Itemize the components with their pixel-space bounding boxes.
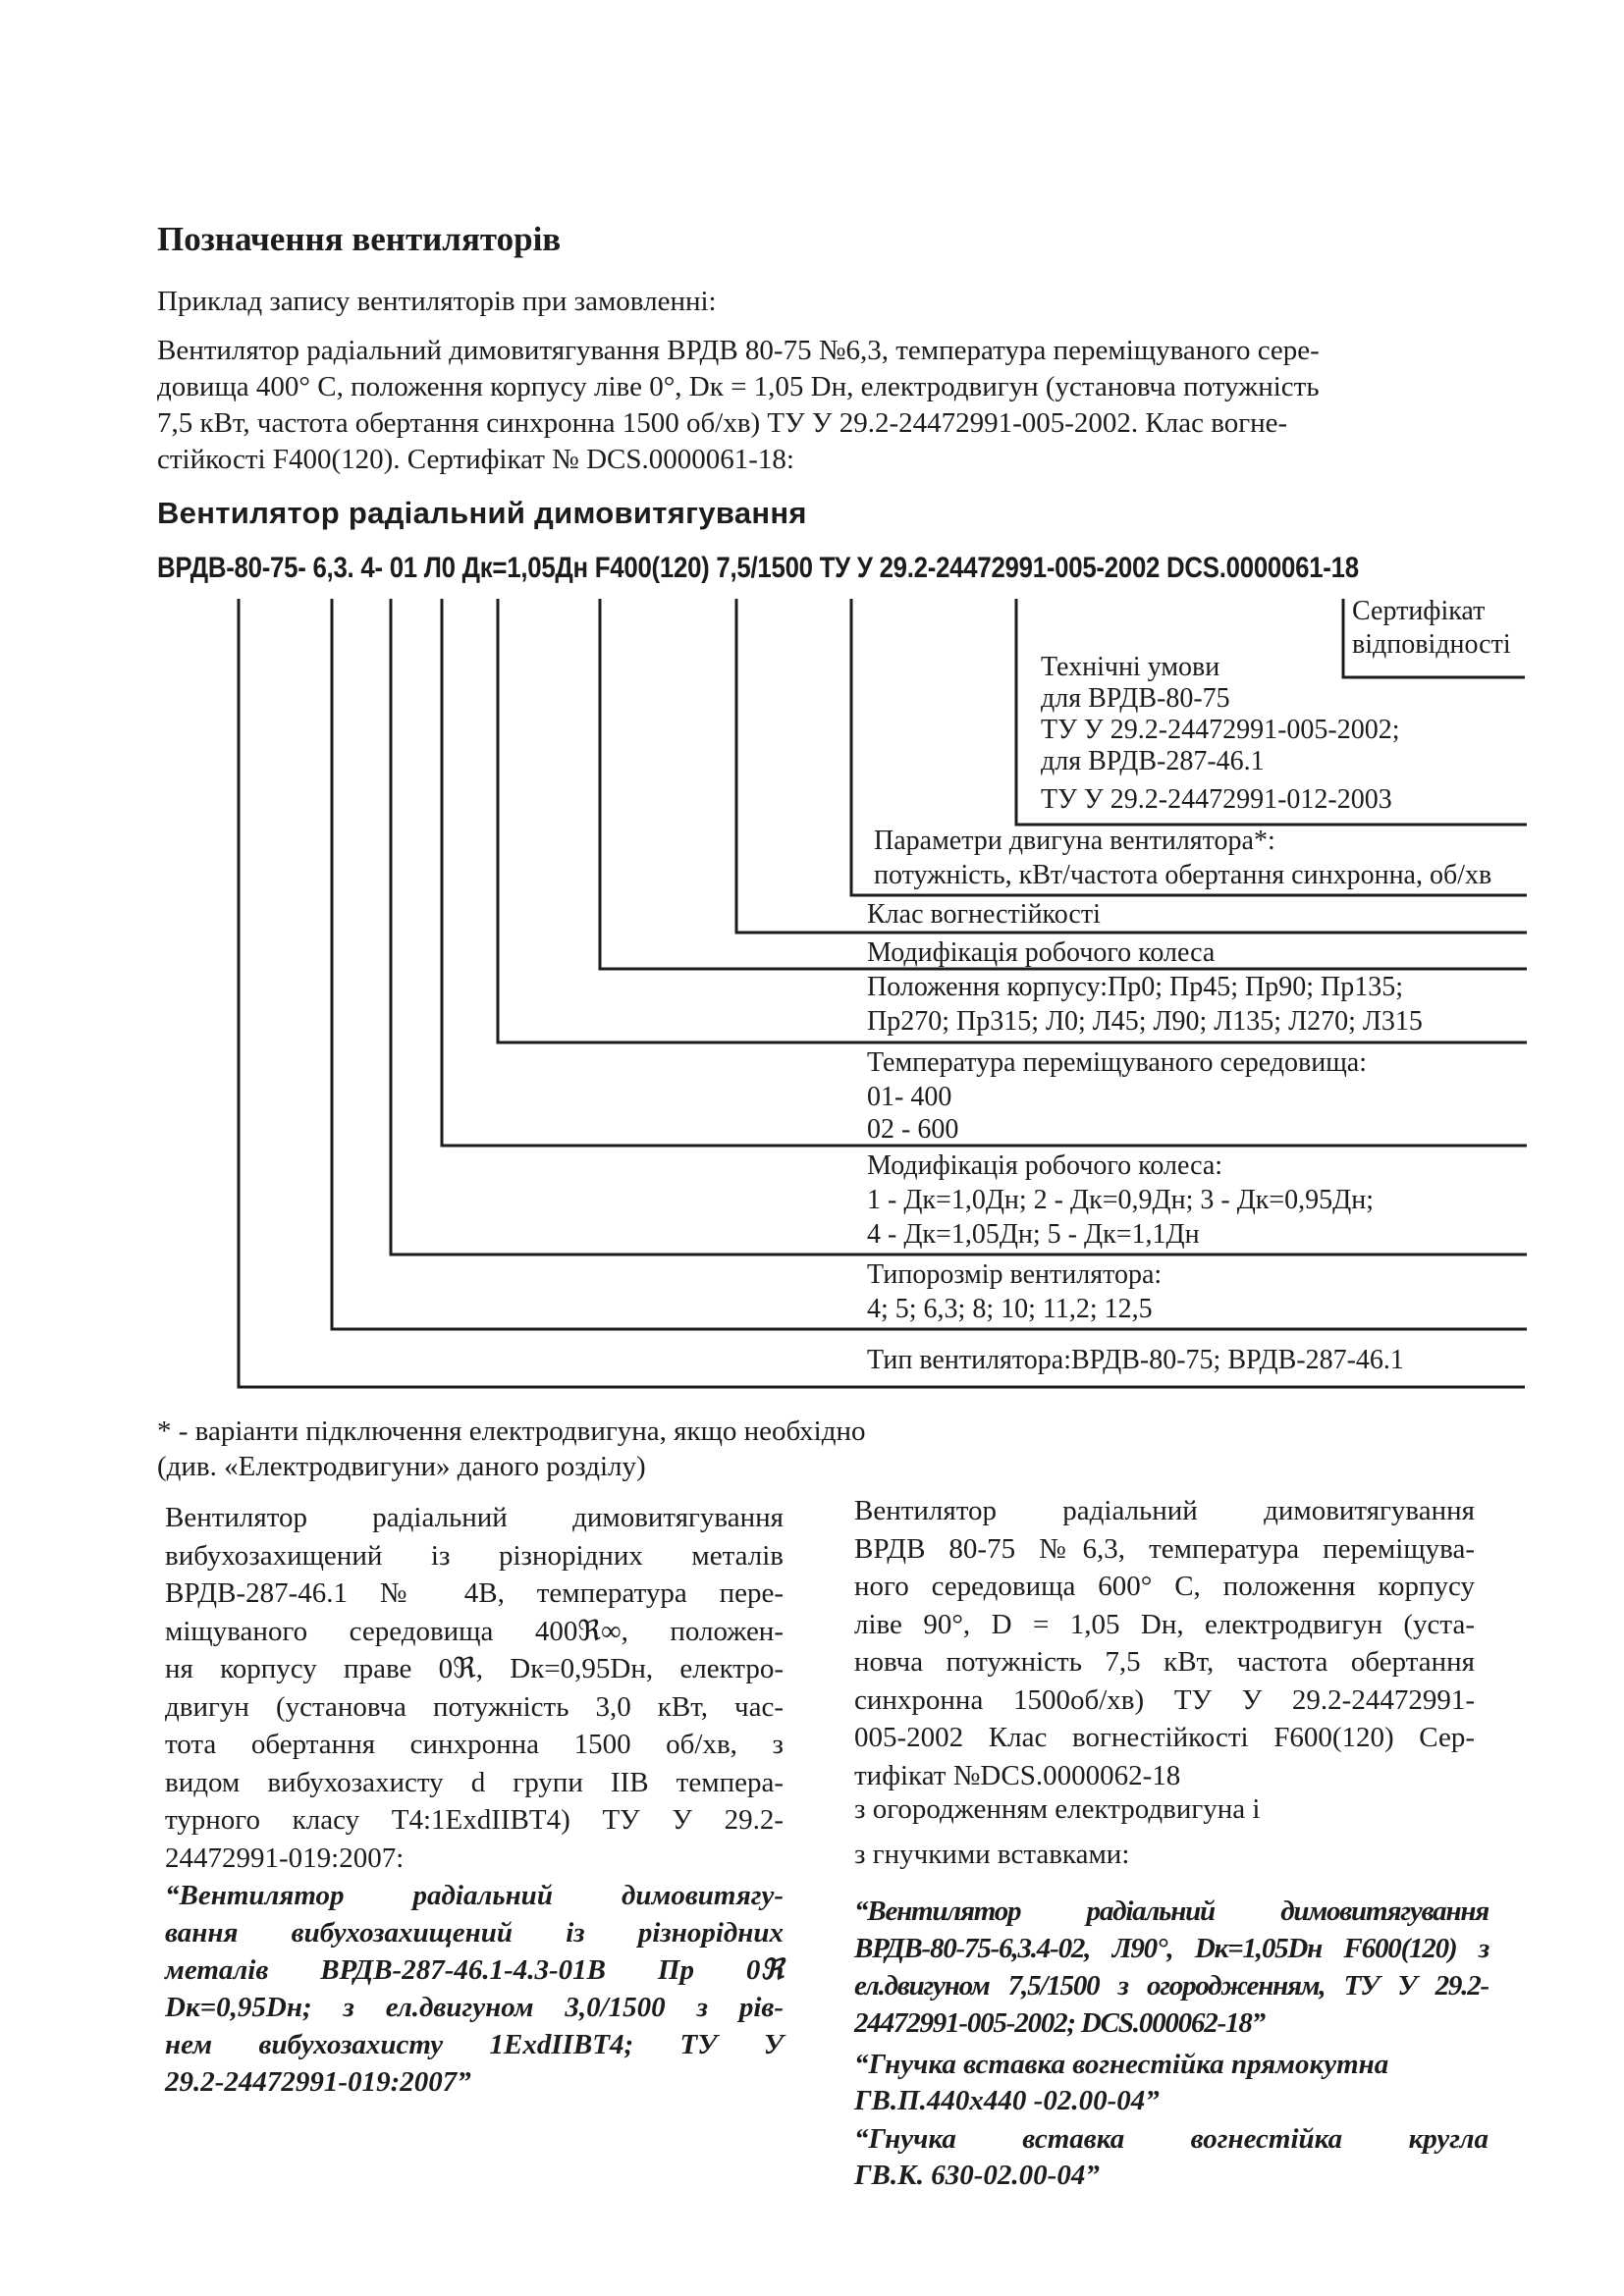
label-certificate-1: Сертифікат (1352, 596, 1486, 626)
label-motor-2: потужність, кВт/частота обертання синхронна, об/хв (874, 860, 1492, 890)
left-order-line: вання вибухозахищений із різнорідних (165, 1917, 784, 1949)
insert-rect-line: ГВ.П.440х440 -02.00-04” (854, 2085, 1160, 2116)
right-text-line: ліве 90°, D = 1,05 Dн, електродвигун (уста- (854, 1608, 1475, 1640)
right-text-line: новча потужність 7,5 кВт, частота обертання (854, 1646, 1475, 1678)
insert-round-text (854, 2121, 1489, 2194)
label-wheel-mod-dk: Модифікація робочого колеса (867, 937, 1216, 968)
label-tech-3: ТУ У 29.2-24472991-005-2002; (1041, 715, 1400, 745)
label-wheel-3: 4 - Дк=1,05Дн; 5 - Дк=1,1Дн (867, 1219, 1200, 1250)
intro-line-3: 7,5 кВт, частота обертання синхронна 1500 об/хв) ТУ У 29.2-24472991-005-2002. Клас вогне- (157, 407, 1288, 439)
left-text-line: тота обертання синхронна 1500 об/хв, з (165, 1729, 784, 1760)
right-text-line: синхронна 1500об/хв) ТУ У 29.2-24472991- (854, 1683, 1475, 1716)
label-temp-2: 01- 400 (867, 1082, 952, 1112)
left-text-line: 24472991-019:2007: (165, 1842, 405, 1874)
left-order-text (165, 1877, 784, 2101)
left-text-line: вибухозахищений із різнорідних металів (165, 1539, 784, 1572)
left-text-line: ня корпусу праве 0ℜ, Dк=0,95Dн, електро- (165, 1653, 784, 1684)
left-order-line: металів ВРДВ-287-46.1-4.3-01В Пр 0ℜ (165, 1954, 784, 1986)
label-wheel-1: Модифікація робочого колеса: (867, 1150, 1223, 1181)
label-tech-2: для ВРДВ-80-75 (1041, 683, 1230, 714)
label-tech-5: ТУ У 29.2-24472991-012-2003 (1041, 784, 1392, 815)
left-text-line: двигун (установча потужність 3,0 кВт, час- (165, 1690, 784, 1723)
footnote-line-2: (див. «Електродвигуни» даного розділу) (157, 1451, 646, 1482)
right-text-line: ВРДВ 80-75 №6,3, температура переміщува- (854, 1532, 1475, 1565)
label-temp-3: 02 - 600 (867, 1114, 959, 1145)
label-temp-1: Температура переміщуваного середовища: (867, 1047, 1368, 1078)
label-size-2: 4; 5; 6,3; 8; 10; 11,2; 12,5 (867, 1294, 1153, 1324)
intro-line-4: стійкості F400(120). Сертифікат № DCS.0000061-18: (157, 444, 794, 475)
right-order-text (854, 1893, 1489, 2042)
intro-label: Приклад запису вентиляторів при замовленні: (157, 286, 717, 317)
left-text-line: видом вибухозахисту d групи IIB темпера- (165, 1766, 784, 1798)
left-text-line: міщуваного середовища 400ℜ∞, положен- (165, 1615, 784, 1647)
right-text-line: ного середовища 600° С, положення корпусу (854, 1571, 1475, 1602)
left-text-line: Вентилятор радіальний димовитягування (165, 1502, 784, 1533)
left-order-line: 29.2-24472991-019:2007” (165, 2066, 471, 2098)
right-column (854, 1492, 1475, 1794)
intro-line-1: Вентилятор радіальний димовитягування ВРДВ 80-75 №6,3, температура переміщуваного сере- (157, 335, 1320, 366)
label-housing-1: Положення корпусу:Пр0; Пр45; Пр90; Пр135; (867, 972, 1404, 1002)
right-extra-line-1: з огородженням електродвигуна і (854, 1793, 1261, 1825)
label-size-1: Типорозмір вентилятора: (867, 1259, 1163, 1290)
right-text-line: Вентилятор радіальний димовитягування (854, 1495, 1475, 1526)
label-motor-1: Параметри двигуна вентилятора*: (874, 826, 1275, 856)
label-housing-2: Пр270; Пр315; Л0; Л45; Л90; Л135; Л270; Л315 (867, 1006, 1423, 1037)
designation-code: ВРДВ-80-75- 6,3. 4- 01 Л0 Дк=1,05Дн F400(120) 7,5/1500 ТУ У 29.2-24472991-005-2002 DCS.0000061-18 (157, 552, 1359, 584)
label-fire-class: Клас вогнестійкості (867, 899, 1101, 930)
right-order-line: 24472991-005-2002; DCS.000062-18” (854, 2007, 1265, 2039)
right-order-line: “Вентилятор радіальний димовитягування (854, 1896, 1489, 1927)
right-text-line: тифікат №DCS.0000062-18 (854, 1759, 1181, 1791)
left-order-line: “Вентилятор радіальний димовитягу- (165, 1880, 784, 1911)
left-text-line: ВРДВ-287-46.1 № 4В, температура пере- (165, 1577, 784, 1609)
label-wheel-2: 1 - Дк=1,0Дн; 2 - Дк=0,9Дн; 3 - Дк=0,95Дн; (867, 1185, 1375, 1215)
label-tech-4: для ВРДВ-287-46.1 (1041, 746, 1265, 776)
page-title: Позначення вентиляторів (157, 220, 562, 258)
label-certificate-2: відповідності (1352, 629, 1511, 660)
left-text-line: турного класу T4:1ExdIIBT4) ТУ У 29.2- (165, 1804, 784, 1836)
insert-rect-text (854, 2047, 1489, 2119)
right-order-line: ел.двигуном 7,5/1500 з огородженням, ТУ У 29.2- (854, 1970, 1489, 2002)
insert-round-line: ГВ.К. 630-02.00-04” (854, 2160, 1100, 2191)
right-extra-line-2: з гнучкими вставками: (854, 1839, 1130, 1870)
right-text-line: 005-2002 Клас вогнестійкості F600(120) Сер- (854, 1722, 1475, 1753)
left-order-line: нем вибухозахисту 1ExdIIBT4; ТУ У (165, 2029, 784, 2060)
insert-round-line: “Гнучка вставка вогнестійка кругла (854, 2123, 1489, 2155)
left-order-line: Dк=0,95Dн; з ел.двигуном 3,0/1500 з рів- (165, 1992, 784, 2023)
intro-line-2: довища 400° С, положення корпусу ліве 0°, Dк = 1,05 Dн, електродвигун (установча потужність (157, 371, 1320, 402)
insert-rect-line: “Гнучка вставка вогнестійка прямокутна (854, 2049, 1389, 2080)
label-type: Тип вентилятора:ВРДВ-80-75; ВРДВ-287-46.1 (867, 1345, 1404, 1375)
left-column (165, 1499, 784, 1877)
right-order-line: ВРДВ-80-75-6,3.4-02, Л90°, Dк=1,05Dн F600(120) з (854, 1933, 1489, 1964)
label-tech-1: Технічні умови (1041, 652, 1220, 682)
footnote-line-1: * - варіанти підключення електродвигуна, якщо необхідно (157, 1415, 866, 1447)
diagram-heading: Вентилятор радіальний димовитягування (157, 496, 807, 530)
